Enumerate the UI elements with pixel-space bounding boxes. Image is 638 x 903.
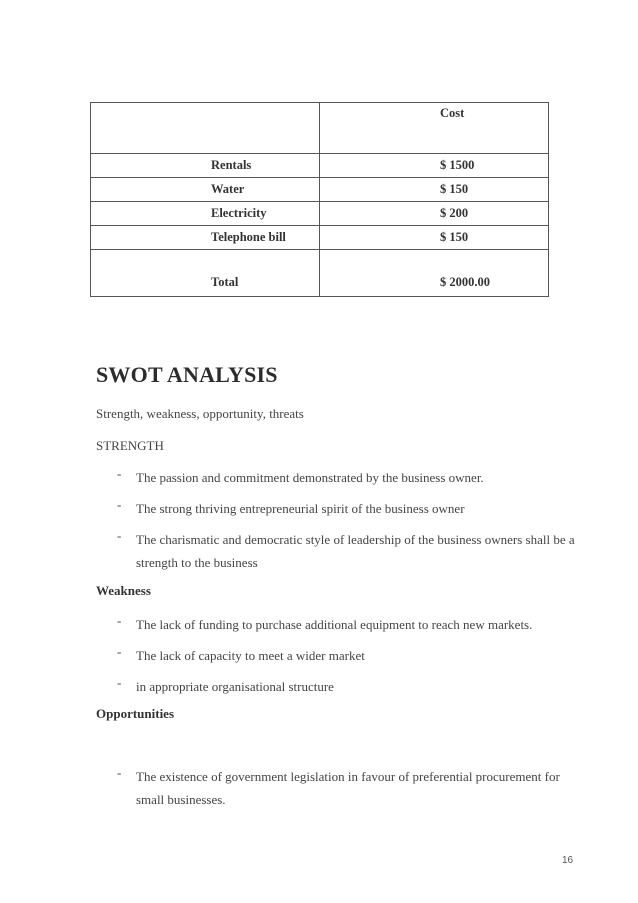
strength-heading: STRENGTH xyxy=(96,438,164,453)
total-label: Total xyxy=(211,275,239,289)
table-cell xyxy=(91,154,320,178)
bullet-dash: - xyxy=(117,528,122,543)
table-row xyxy=(91,226,549,250)
row-value: $ 1500 xyxy=(440,158,475,172)
cost-header: Cost xyxy=(440,106,465,120)
table-row xyxy=(91,178,549,202)
list-item-text: The lack of funding to purchase additional equipment to reach new markets. xyxy=(136,617,533,632)
list-item-text: in appropriate organisational structure xyxy=(136,679,334,694)
table-cell xyxy=(320,250,549,297)
bullet-dash: - xyxy=(117,644,122,659)
table-cell xyxy=(91,202,320,226)
table-header-row xyxy=(91,103,549,154)
row-value: $ 150 xyxy=(440,182,469,196)
bullet-dash: - xyxy=(117,765,122,780)
row-label: Electricity xyxy=(211,206,267,220)
table-total-row xyxy=(91,250,549,297)
table-cell xyxy=(320,226,549,250)
list-item-text: The passion and commitment demonstrated by the business owner. xyxy=(136,470,484,485)
table-cell xyxy=(320,154,549,178)
total-value: $ 2000.00 xyxy=(440,275,490,289)
row-label: Water xyxy=(211,182,245,196)
table-cell xyxy=(320,202,549,226)
row-label: Telephone bill xyxy=(211,230,286,244)
list-item-text: The charismatic and democratic style of leadership of the business owners shall be a strength to the business xyxy=(136,532,575,570)
page-number: 16 xyxy=(562,855,574,866)
table-cell xyxy=(320,103,549,154)
opportunities-heading: Opportunities xyxy=(96,706,175,721)
row-value: $ 150 xyxy=(440,230,469,244)
bullet-dash: - xyxy=(117,675,122,690)
swot-subtitle: Strength, weakness, opportunity, threats xyxy=(96,406,304,421)
table-cell xyxy=(91,178,320,202)
table-cell xyxy=(320,178,549,202)
table-row xyxy=(91,202,549,226)
cost-table xyxy=(90,102,549,297)
row-label: Rentals xyxy=(211,158,252,172)
list-item-text: The strong thriving entrepreneurial spirit of the business owner xyxy=(136,501,465,516)
weakness-heading: Weakness xyxy=(96,583,151,598)
row-value: $ 200 xyxy=(440,206,469,220)
table-cell xyxy=(91,250,320,297)
table-cell xyxy=(91,103,320,154)
table-cell xyxy=(91,226,320,250)
list-item-text: The existence of government legislation in favour of preferential procurement for small businesses. xyxy=(136,769,560,807)
bullet-dash: - xyxy=(117,613,122,628)
bullet-dash: - xyxy=(117,466,122,481)
section-title: SWOT ANALYSIS xyxy=(96,362,278,387)
list-item-text: The lack of capacity to meet a wider market xyxy=(136,648,365,663)
bullet-dash: - xyxy=(117,497,122,512)
table-row xyxy=(91,154,549,178)
